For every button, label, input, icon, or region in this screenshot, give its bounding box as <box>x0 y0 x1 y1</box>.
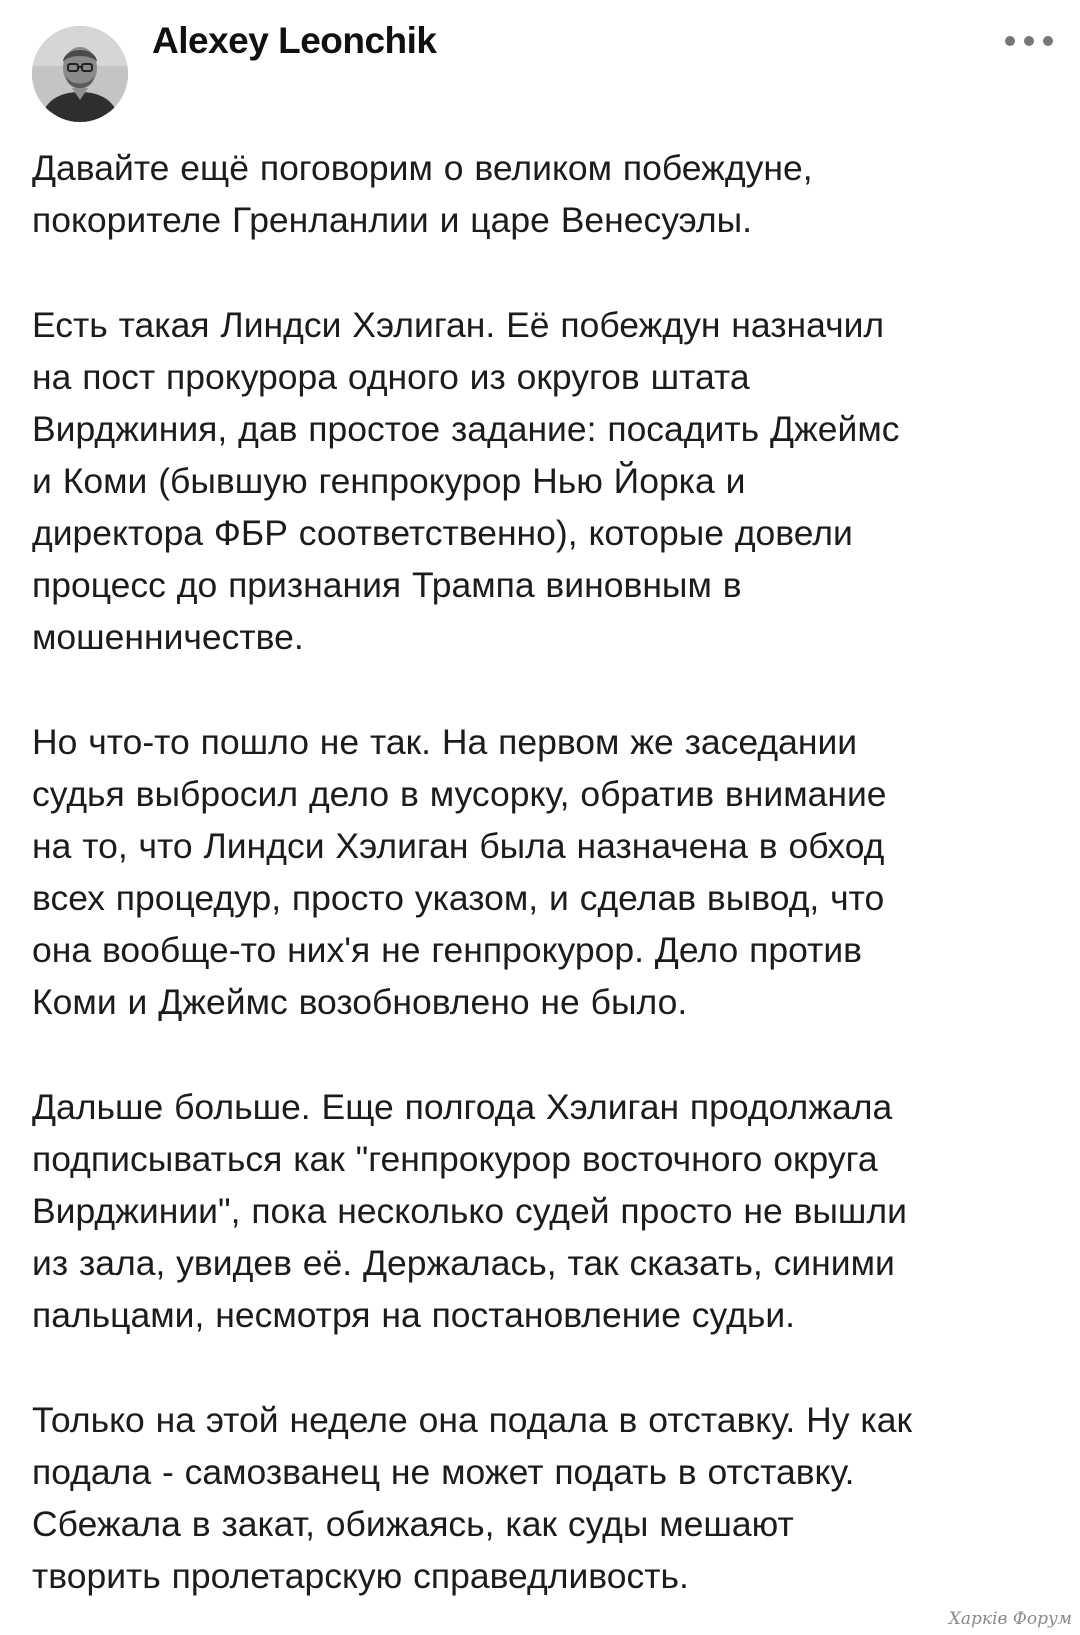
author-avatar[interactable] <box>32 26 128 122</box>
post-paragraph: Но что-то пошло не так. На первом же заседании судья выбросил дело в мусорку, обратив внимание на то, что Линдси Хэлиган была назначена в обход всех процедур, просто указом, и сделав вывод, что она вообще-то них'я не генпрокурор. Дело против Коми и Джеймс возобновлено не было. <box>32 722 887 1022</box>
more-options-button[interactable] <box>1000 26 1058 56</box>
author-name[interactable]: Alexey Leonchik <box>152 20 437 61</box>
watermark: Харків Форум <box>948 1609 1072 1629</box>
post-body <box>32 142 1052 1602</box>
post-paragraph: Только на этой неделе она подала в отставку. Ну как подала - самозванец не может подать в отставку. Сбежала в закат, обижаясь, как суды мешают творить пролетарскую справедливость. <box>32 1400 912 1596</box>
more-dots-icon <box>1000 26 1058 56</box>
person-avatar-icon <box>32 26 128 122</box>
post-paragraph: Дальше больше. Еще полгода Хэлиган продолжала подписываться как "генпрокурор восточного округа Вирджинии", пока несколько судей просто не вышли из зала, увидев её. Держалась, так сказать, синими пальцами, несмотря на постановление судьи. <box>32 1087 907 1335</box>
post-header <box>0 0 1080 130</box>
post-paragraph: Есть такая Линдси Хэлиган. Её побеждун назначил на пост прокурора одного из округов штата Вирджиния, дав простое задание: посадить Джеймс и Коми (бывшую генпрокурор Нью Йорка и директора ФБР соответственно), которые довели процесс до признания Трампа виновным в мошенничестве. <box>32 305 900 657</box>
post-paragraph: Давайте ещё поговорим о великом побеждуне, покорителе Гренланлии и царе Венесуэлы. <box>32 148 813 240</box>
